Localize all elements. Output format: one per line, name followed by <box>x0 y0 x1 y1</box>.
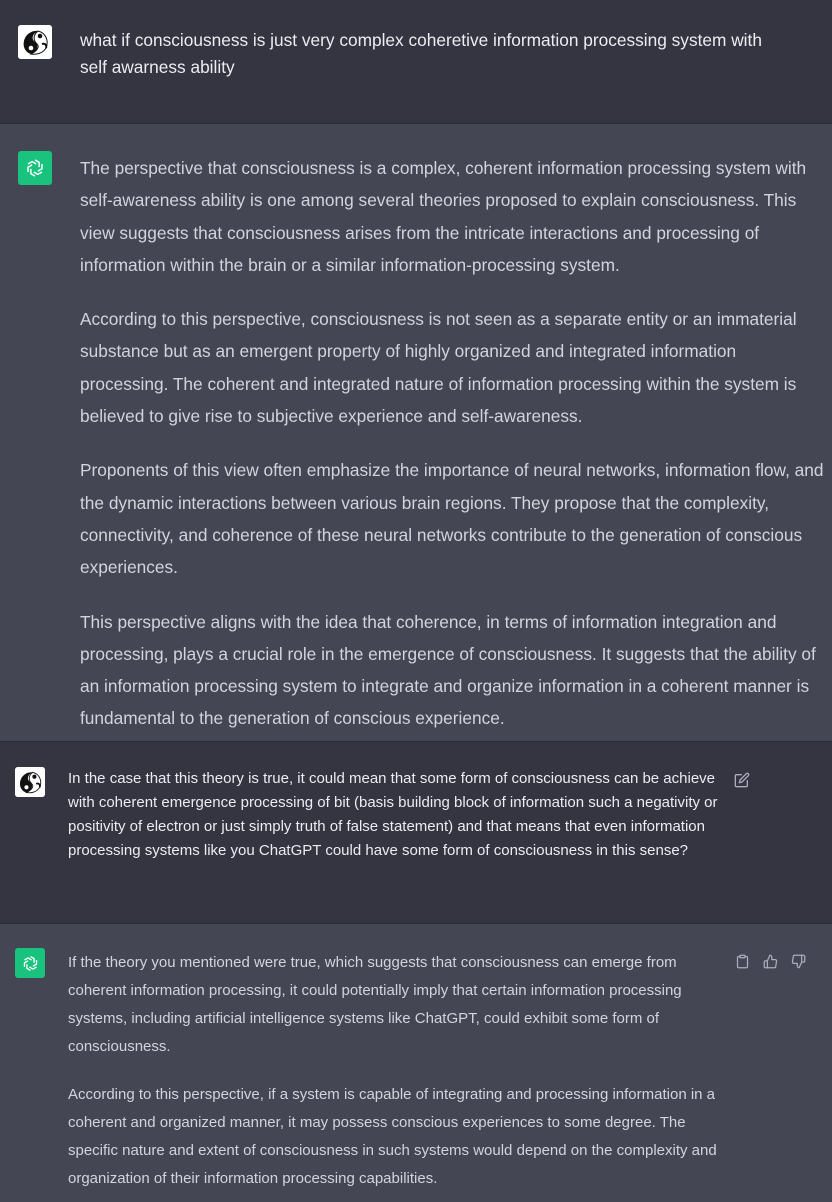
assistant-paragraph: The perspective that consciousness is a complex, coherent information processing system with self-awareness ability is one among several theories proposed to explain consciousness. This view suggests that consciousness arises from the intricate interactions and processing of information within the brain or a similar information-processing system. <box>80 158 807 275</box>
assistant-message-turn <box>0 924 832 1202</box>
copy-icon[interactable] <box>733 952 751 970</box>
assistant-message-body <box>80 152 825 735</box>
assistant-paragraph: If the theory you mentioned were true, which suggests that consciousness can emerge from coherent information processing, it could potentially imply that certain information processing systems, including artificial intelligence systems like ChatGPT, could exhibit some form of consciousness. <box>68 954 682 1055</box>
user-message-text: what if consciousness is just very complex coheretive information processing system with self awarness ability <box>80 30 762 77</box>
assistant-paragraph: Proponents of this view often emphasize the importance of neural networks, information flow, and the dynamic interactions between various brain regions. They propose that the complexity, connectivity, and coherence of these neural networks contribute to the generation of conscious experiences. <box>80 460 824 578</box>
user-message-text: In the case that this theory is true, it could mean that some form of consciousness can be achieve with coherent emergence processing of bit (basis building block of information such a negativity or positivity of electron or just simply truth of false statement) and that means that even information processing systems like you ChatGPT could have some form of consciousness in this sense? <box>68 770 718 859</box>
openai-logo-icon <box>15 948 45 978</box>
user-message-turn <box>0 0 832 124</box>
user-avatar-icon <box>18 25 52 59</box>
assistant-paragraph: According to this perspective, if a system is capable of integrating and processing information in a coherent and organized manner, it may possess conscious experiences to some degree. The specific nature and extent of consciousness in such systems would depend on the complexity and organization of their information processing capabilities. <box>68 1086 717 1187</box>
openai-logo-icon <box>18 151 52 185</box>
assistant-paragraph: According to this perspective, consciousness is not seen as a separate entity or an immaterial substance but as an emergent property of highly organized and integrated information processing. The coherent and integrated nature of information processing within the system is believed to give rise to subjective experience and self-awareness. <box>80 309 797 427</box>
edit-icon[interactable] <box>733 771 751 789</box>
user-message-turn <box>0 742 832 924</box>
user-avatar-icon <box>15 767 45 797</box>
assistant-paragraph: This perspective aligns with the idea that coherence, in terms of information integration and processing, plays a crucial role in the emergence of consciousness. It suggests that the ability of an information processing system to integrate and organize information in a coherent manner is fundamental to the generation of conscious experience. <box>80 611 816 729</box>
assistant-message-turn <box>0 124 832 742</box>
assistant-message-body <box>68 949 724 1193</box>
thumbs-up-icon[interactable] <box>761 952 779 970</box>
thumbs-down-icon[interactable] <box>789 952 807 970</box>
user-message-body <box>68 767 724 863</box>
